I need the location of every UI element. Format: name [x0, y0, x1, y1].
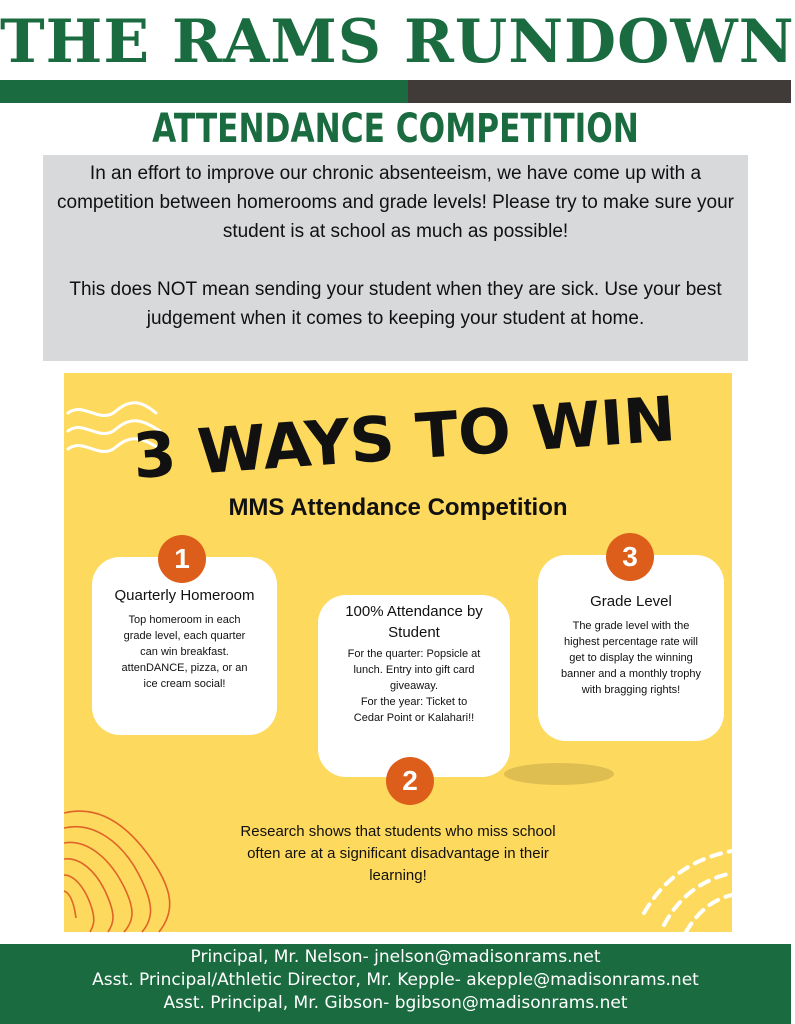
- way-3-description: The grade level with the highest percentage rate will get to display the winning banner and a monthly trophy with bragging rights!: [560, 620, 702, 696]
- way-1-title: Quarterly Homeroom: [114, 587, 255, 604]
- number-badge-3: 3: [606, 533, 654, 581]
- way-2-description-quarter: For the quarter: Popsicle at lunch. Entry into gift card giveaway.: [347, 648, 481, 692]
- contact-asst-principal: Asst. Principal, Mr. Gibson- bgibson@madisonrams.net: [163, 993, 628, 1013]
- way-card-3: [538, 555, 724, 741]
- contact-principal: Principal, Mr. Nelson- jnelson@madisonrams.net: [190, 947, 601, 967]
- ways-to-win-poster: [64, 373, 732, 932]
- header-bar-dark: [408, 80, 791, 103]
- number-badge-1: 1: [158, 535, 206, 583]
- badge-shadow: [504, 763, 614, 785]
- intro-paragraph-2: This does NOT mean sending your student when they are sick. Use your best judgement when it comes to keeping your student at home.: [69, 279, 722, 329]
- way-2-description-year: For the year: Ticket to Cedar Point or Kalahari!!: [353, 696, 475, 724]
- section-title: ATTENDANCE COMPETITION: [152, 106, 639, 152]
- header-bar-green: [0, 80, 408, 103]
- contact-athletic-director: Asst. Principal/Athletic Director, Mr. Kepple- akepple@madisonrams.net: [92, 970, 699, 990]
- way-2-title: 100% Attendance by Student: [345, 603, 483, 641]
- number-badge-2: 2: [386, 757, 434, 805]
- way-3-title: Grade Level: [590, 593, 672, 610]
- contact-footer: [0, 944, 791, 1024]
- poster-headline: 3 WAYS TO WIN: [130, 382, 678, 493]
- research-note: Research shows that students who miss school often are at a significant disadvantage in their learning!: [240, 823, 556, 884]
- poster-subtitle: MMS Attendance Competition: [228, 494, 568, 521]
- way-card-1: [92, 557, 277, 735]
- newsletter-title: THE RAMS RUNDOWN: [0, 7, 795, 77]
- intro-paragraph-1: In an effort to improve our chronic absenteeism, we have come up with a competition between homerooms and grade levels! Please try to make sure your student is at school as much as possible!: [57, 163, 734, 242]
- headline-graphic: [130, 375, 678, 495]
- intro-box: [43, 155, 748, 361]
- way-1-description: Top homeroom in each grade level, each quarter can win breakfast. attenDANCE, pizza, or an ice cream social!: [121, 614, 248, 690]
- way-card-2: [318, 595, 510, 777]
